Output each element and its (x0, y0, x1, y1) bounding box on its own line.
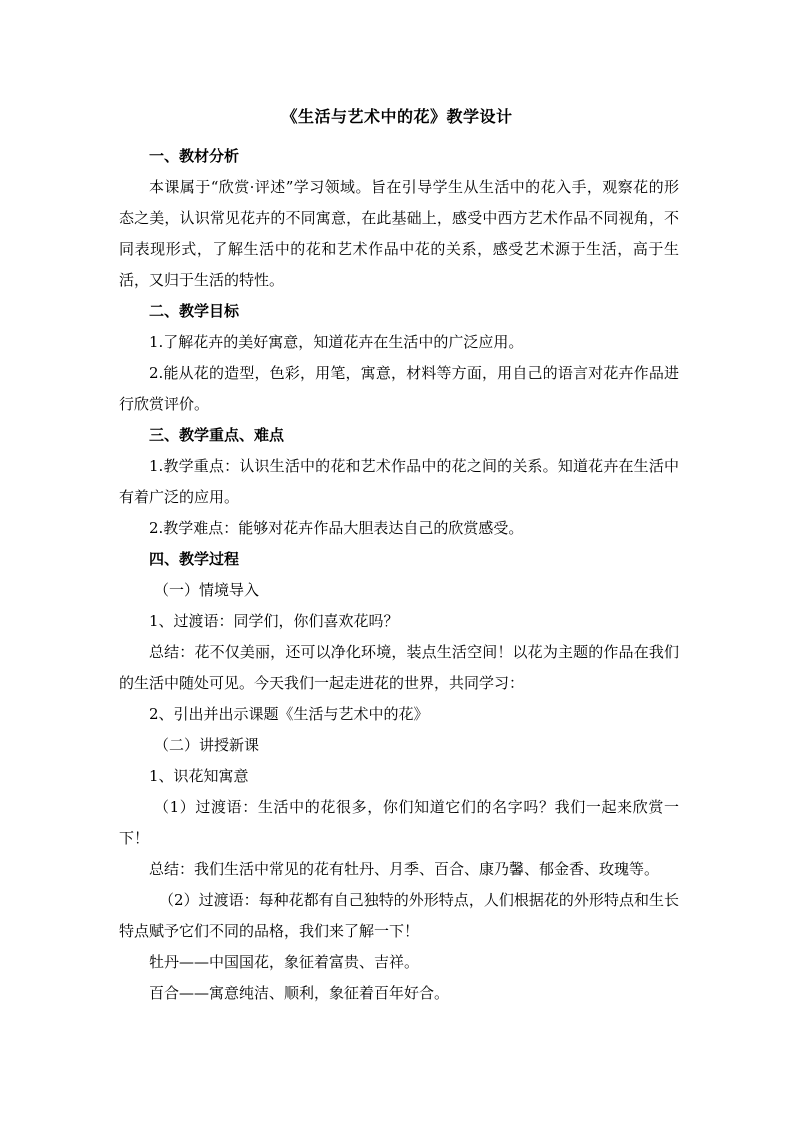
paragraph: 1、过渡语：同学们，你们喜欢花吗？ (149, 612, 399, 630)
paragraph: 总结：我们生活中常见的花有牡丹、月季、百合、康乃馨、郁金香、玫瑰等。 (149, 860, 660, 878)
section-heading: 三、教学重点、难点 (149, 426, 285, 444)
section-heading: 一、教材分析 (149, 147, 240, 165)
paragraph: （1）过渡语：生活中的花很多，你们知道它们的名字吗？我们一起来欣赏一下！ (119, 798, 679, 847)
paragraph: （2）过渡语：每种花都有自己独特的外形特点，人们根据花的外形特点和生长特点赋予它们不同的品格，我们来了解一下！ (119, 891, 679, 940)
paragraph: 牡丹——中国国花，象征着富贵、吉祥。 (149, 953, 420, 971)
paragraph: 1.教学重点：认识生活中的花和艺术作品中的花之间的关系。知道花卉在生活中有着广泛的应用。 (119, 457, 679, 506)
paragraph: 2.能从花的造型，色彩，用笔，寓意，材料等方面，用自己的语言对花卉作品进行欣赏评价。 (119, 364, 679, 413)
paragraph: 总结：花不仅美丽，还可以净化环境，装点生活空间！以花为主题的作品在我们的生活中随处可见。今天我们一起走进花的世界，共同学习： (119, 643, 679, 692)
subsection-heading: （一）情境导入 (154, 581, 260, 599)
document-body (119, 141, 679, 1009)
paragraph: 1.了解花卉的美好寓意，知道花卉在生活中的广泛应用。 (149, 333, 524, 351)
subsection-heading: （二）讲授新课 (154, 736, 260, 754)
section-heading: 四、教学过程 (149, 550, 240, 568)
paragraph: 1、识花知寓意 (149, 767, 249, 785)
paragraph: 2.教学难点：能够对花卉作品大胆表达自己的欣赏感受。 (149, 519, 524, 537)
paragraph: 本课属于“欣赏·评述”学习领域。旨在引导学生从生活中的花入手，观察花的形态之美，认识常见花卉的不同寓意，在此基础上，感受中西方艺术作品不同视角，不同表现形式，了解生活中的花和艺术作品中花的关系，感受艺术源于生活，高于生活，又归于生活的特性。 (119, 178, 679, 289)
paragraph: 百合——寓意纯洁、顺利，象征着百年好合。 (149, 984, 450, 1002)
document-title: 《生活与艺术中的花》教学设计 (281, 107, 513, 126)
paragraph: 2、引出并出示课题《生活与艺术中的花》 (149, 705, 429, 723)
section-heading: 二、教学目标 (149, 302, 240, 320)
